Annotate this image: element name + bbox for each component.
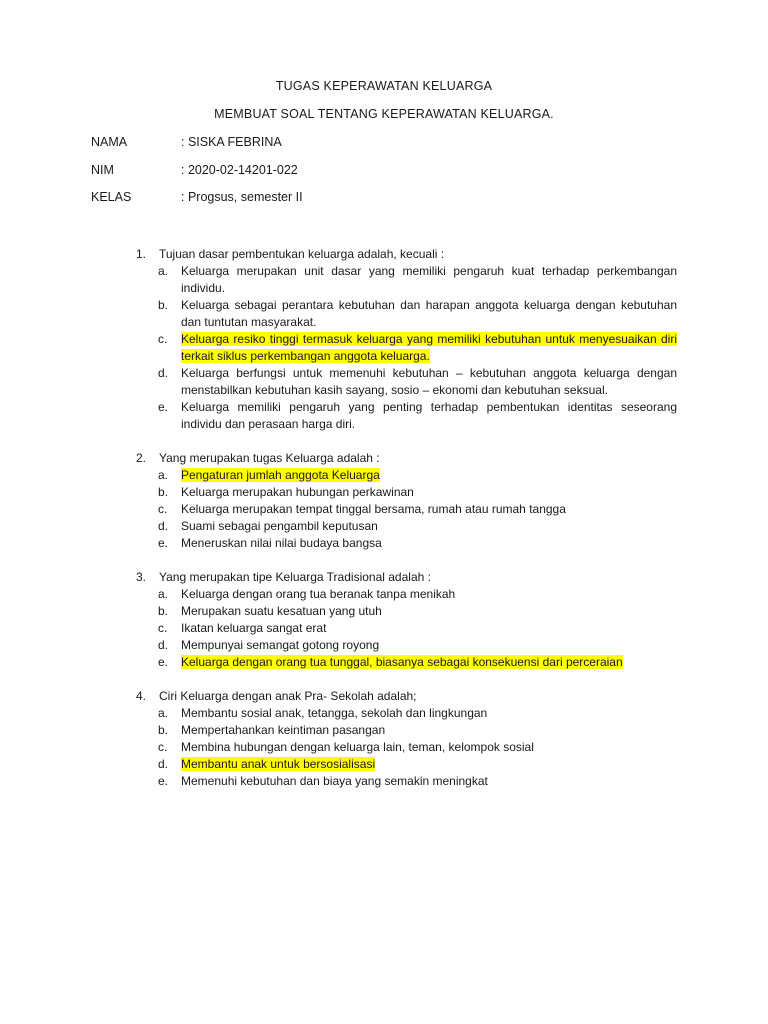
option-letter: e. (158, 774, 169, 788)
option-letter: d. (158, 366, 169, 380)
option-text: Ikatan keluarga sangat erat (181, 621, 327, 635)
option-letter: c. (158, 621, 168, 635)
option-text-wrap (181, 620, 677, 637)
option-text-wrap (181, 586, 677, 603)
option-text: Memenuhi kebutuhan dan biaya yang semakin meningkat (181, 774, 488, 788)
option-text: Keluarga merupakan unit dasar yang memiliki pengaruh kuat terhadap perkembangan individu. (181, 264, 677, 295)
option-text: Keluarga berfungsi untuk memenuhi kebutuhan – kebutuhan anggota keluarga dengan menstabilkan kebutuhan kasih sayang, sosio – ekonomi dan kebutuhan seksual. (181, 366, 677, 397)
option-text-wrap (181, 297, 677, 331)
option-text: Membina hubungan dengan keluarga lain, teman, kelompok sosial (181, 740, 534, 754)
option-text: Keluarga memiliki pengaruh yang penting terhadap pembentukan identitas seseorang individu dan perasaan harga diri. (181, 400, 677, 431)
answer-option (136, 620, 677, 637)
answer-option (136, 603, 677, 620)
option-text: Keluarga merupakan hubungan perkawinan (181, 485, 414, 499)
option-text: Keluarga dengan orang tua beranak tanpa menikah (181, 587, 456, 601)
info-value: : SISKA FEBRINA (181, 135, 282, 149)
option-text: Membantu anak untuk bersosialisasi (181, 757, 376, 771)
option-text: Keluarga dengan orang tua tunggal, biasanya sebagai konsekuensi dari perceraian (181, 655, 623, 669)
option-text-wrap (181, 399, 677, 433)
document-subtitle: MEMBUAT SOAL TENTANG KEPERAWATAN KELUARGA. (214, 107, 554, 121)
info-value: : 2020-02-14201-022 (181, 163, 298, 177)
question-text: Tujuan dasar pembentukan keluarga adalah, kecuali : (159, 247, 445, 261)
option-letter: b. (158, 604, 169, 618)
option-text-wrap (181, 756, 677, 773)
answer-option-highlighted (136, 331, 677, 365)
option-text-wrap (181, 603, 677, 620)
answer-option (136, 739, 677, 756)
option-text: Meneruskan nilai nilai budaya bangsa (181, 536, 382, 550)
option-text-wrap (181, 739, 677, 756)
option-letter: d. (158, 519, 169, 533)
option-letter: d. (158, 757, 169, 771)
option-letter: c. (158, 740, 168, 754)
answer-option (136, 722, 677, 739)
answer-option (136, 263, 677, 297)
answer-option (136, 773, 677, 790)
option-text-wrap (181, 773, 677, 790)
answer-option (136, 501, 677, 518)
answer-option-highlighted (136, 654, 677, 671)
document-title: TUGAS KEPERAWATAN KELUARGA (275, 79, 493, 93)
answer-option (136, 365, 677, 399)
info-value: : Progsus, semester II (181, 190, 303, 204)
question-item (136, 569, 677, 671)
option-text-wrap (181, 331, 677, 365)
question-number: 2. (136, 451, 147, 465)
answer-option (136, 518, 677, 535)
answer-option (136, 705, 677, 722)
option-text-wrap (181, 637, 677, 654)
option-text: Membantu sosial anak, tetangga, sekolah dan lingkungan (181, 706, 488, 720)
option-text-wrap (181, 484, 677, 501)
info-label: NIM (91, 163, 114, 177)
option-text-wrap (181, 535, 677, 552)
question-number: 4. (136, 689, 147, 703)
answer-option (136, 586, 677, 603)
answer-option-highlighted (136, 467, 677, 484)
answer-option (136, 297, 677, 331)
question-text: Yang merupakan tipe Keluarga Tradisional adalah : (159, 570, 431, 584)
question-item (136, 688, 677, 790)
question-item (136, 246, 677, 433)
question-item (136, 450, 677, 552)
question-header (136, 246, 677, 263)
option-letter: e. (158, 400, 169, 414)
option-letter: e. (158, 655, 169, 669)
question-text: Ciri Keluarga dengan anak Pra- Sekolah adalah; (159, 689, 417, 703)
option-text: Pengaturan jumlah anggota Keluarga (181, 468, 380, 482)
option-letter: d. (158, 638, 169, 652)
option-text-wrap (181, 654, 677, 671)
answer-option (136, 399, 677, 433)
option-text-wrap (181, 722, 677, 739)
answer-option (136, 484, 677, 501)
question-list (136, 246, 677, 807)
option-letter: a. (158, 587, 169, 601)
option-text-wrap (181, 501, 677, 518)
answer-option (136, 637, 677, 654)
option-text-wrap (181, 263, 677, 297)
option-letter: b. (158, 298, 169, 312)
option-letter: c. (158, 332, 168, 346)
question-header (136, 688, 677, 705)
question-number: 1. (136, 247, 147, 261)
option-text: Suami sebagai pengambil keputusan (181, 519, 378, 533)
question-text: Yang merupakan tugas Keluarga adalah : (159, 451, 380, 465)
option-letter: b. (158, 485, 169, 499)
option-letter: b. (158, 723, 169, 737)
question-number: 3. (136, 570, 147, 584)
option-text-wrap (181, 467, 677, 484)
option-letter: c. (158, 502, 168, 516)
question-header (136, 450, 677, 467)
option-text: Keluarga merupakan tempat tinggal bersama, rumah atau rumah tangga (181, 502, 566, 516)
option-text-wrap (181, 518, 677, 535)
info-label: KELAS (91, 190, 132, 204)
answer-option (136, 535, 677, 552)
option-text: Mempertahankan keintiman pasangan (181, 723, 386, 737)
option-text: Merupakan suatu kesatuan yang utuh (181, 604, 382, 618)
option-text-wrap (181, 705, 677, 722)
option-letter: a. (158, 468, 169, 482)
answer-option-highlighted (136, 756, 677, 773)
option-letter: e. (158, 536, 169, 550)
info-label: NAMA (91, 135, 128, 149)
option-letter: a. (158, 264, 169, 278)
option-text: Keluarga resiko tinggi termasuk keluarga yang memiliki kebutuhan untuk menyesuaikan diri terkait siklus perkembangan anggota keluarga. (181, 332, 677, 363)
option-letter: a. (158, 706, 169, 720)
option-text: Mempunyai semangat gotong royong (181, 638, 380, 652)
option-text: Keluarga sebagai perantara kebutuhan dan harapan anggota keluarga dengan kebutuhan dan tuntutan masyarakat. (181, 298, 677, 329)
option-text-wrap (181, 365, 677, 399)
question-header (136, 569, 677, 586)
